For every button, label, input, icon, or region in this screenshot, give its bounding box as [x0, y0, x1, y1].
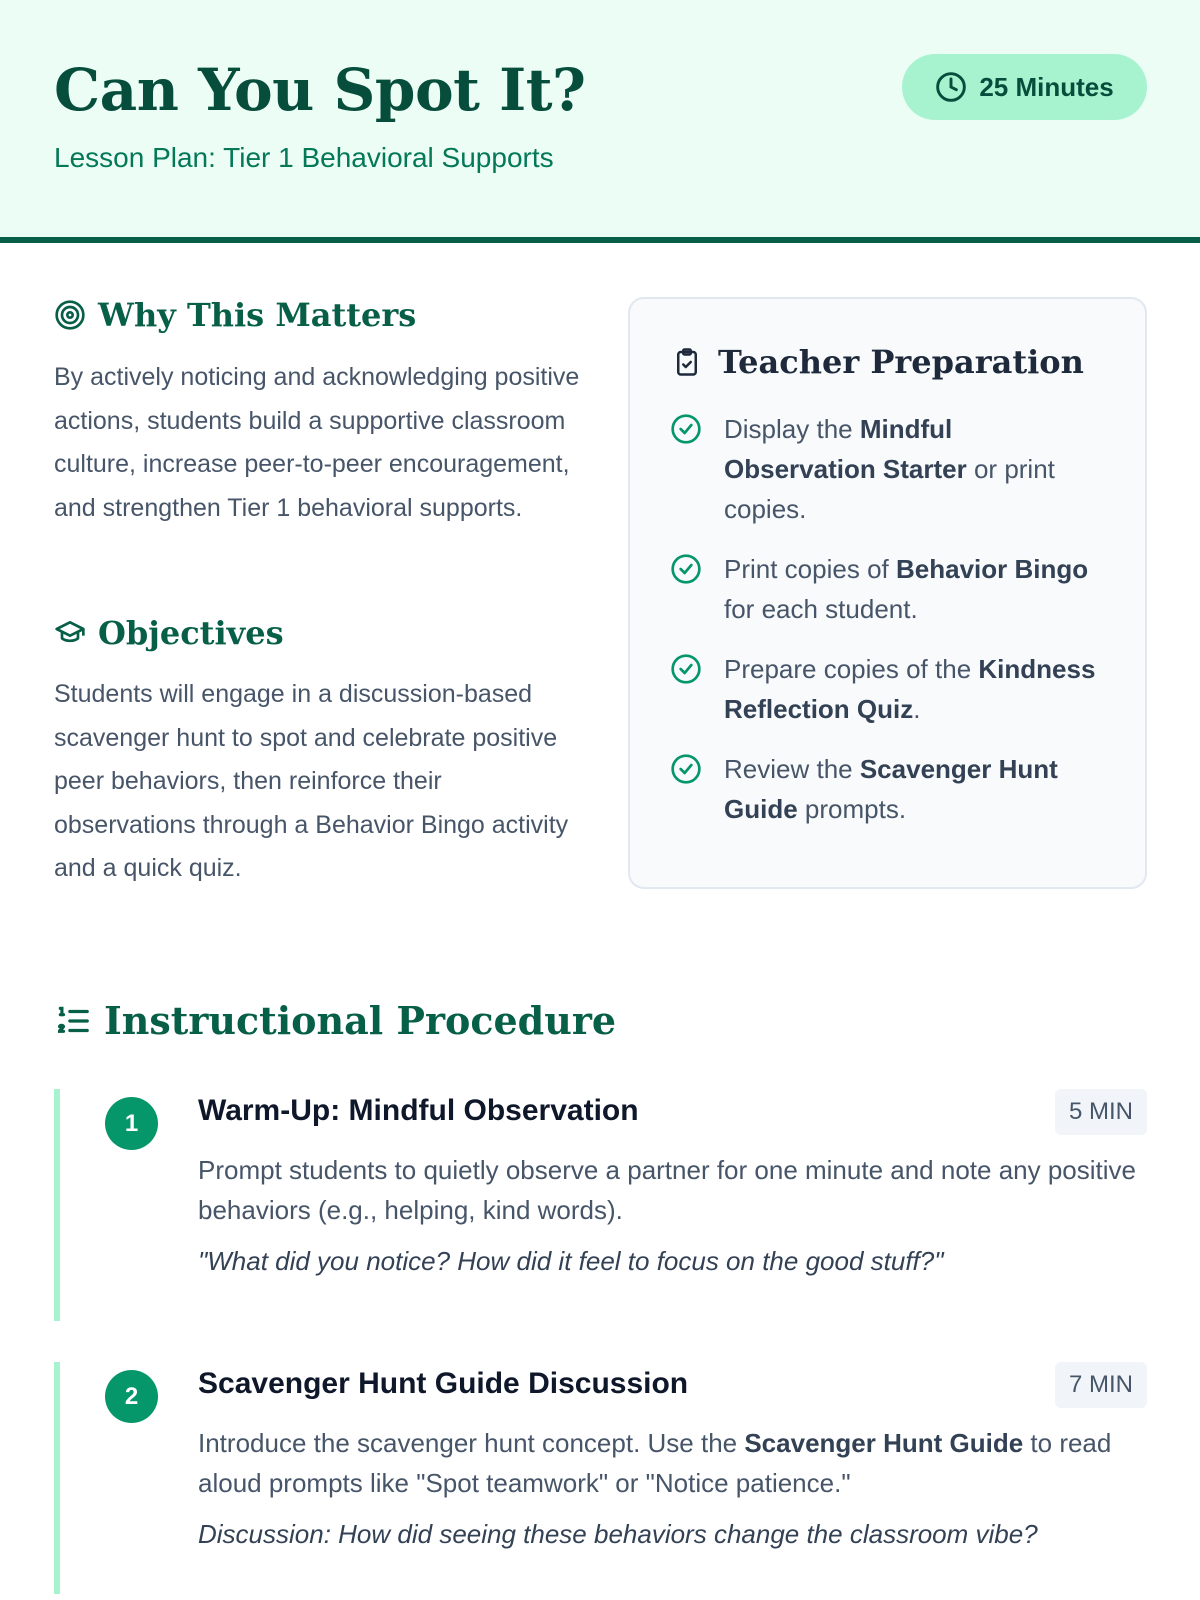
numbered-list-icon — [54, 1002, 92, 1040]
check-circle-icon — [670, 753, 702, 785]
step-number: 1 — [105, 1097, 158, 1150]
clock-icon — [935, 71, 967, 103]
check-circle-icon — [670, 413, 702, 445]
step-title: Warm-Up: Mindful Observation — [198, 1094, 639, 1127]
step-note: Discussion: How did seeing these behaviors change the classroom vibe? — [198, 1519, 1038, 1549]
objectives-body: Students will engage in a discussion-based scavenger hunt to spot and celebrate positive peer behaviors, then reinforce their observations through a Behavior Bingo activity and a quick quiz. — [54, 680, 569, 882]
why-heading-text: Why This Matters — [98, 296, 417, 334]
why-heading — [54, 296, 416, 334]
procedure-heading — [54, 998, 616, 1043]
check-circle-icon — [670, 553, 702, 585]
page-title: Can You Spot It? — [54, 56, 586, 124]
procedure-step — [54, 1362, 1147, 1594]
prep-heading — [672, 343, 1084, 381]
teacher-prep-card — [628, 297, 1147, 889]
prep-item: Prepare copies of the Kindness Reflection Quiz. — [670, 649, 1110, 729]
why-body: By actively noticing and acknowledging positive actions, students build a supportive classroom culture, increase peer-to-peer encouragement, and strengthen Tier 1 behavioral supports. — [54, 363, 580, 522]
step-title: Scavenger Hunt Guide Discussion — [198, 1367, 689, 1400]
step-time-badge: 5 MIN — [1055, 1089, 1147, 1135]
objectives-heading — [54, 614, 284, 652]
page-subtitle: Lesson Plan: Tier 1 Behavioral Supports — [54, 142, 554, 173]
step-number: 2 — [105, 1370, 158, 1423]
graduation-cap-icon — [54, 617, 86, 649]
step-note: "What did you notice? How did it feel to focus on the good stuff?" — [198, 1246, 944, 1276]
prep-item: Display the Mindful Observation Starter or print copies. — [670, 409, 1110, 529]
step-description: Prompt students to quietly observe a partner for one minute and note any positive behaviors (e.g., helping, kind words). — [198, 1155, 1136, 1225]
procedure-step — [54, 1089, 1147, 1321]
clipboard-check-icon — [672, 347, 702, 377]
step-description: Introduce the scavenger hunt concept. Use the Scavenger Hunt Guide to read aloud prompts like "Spot teamwork" or "Notice patience." — [198, 1428, 1112, 1498]
objectives-heading-text: Objectives — [98, 614, 284, 652]
duration-badge — [902, 54, 1147, 120]
prep-item: Review the Scavenger Hunt Guide prompts. — [670, 749, 1110, 829]
target-icon — [54, 299, 86, 331]
step-time-badge: 7 MIN — [1055, 1362, 1147, 1408]
prep-heading-text: Teacher Preparation — [718, 343, 1084, 381]
check-circle-icon — [670, 653, 702, 685]
procedure-heading-text: Instructional Procedure — [104, 998, 617, 1043]
prep-item: Print copies of Behavior Bingo for each student. — [670, 549, 1110, 629]
page-header — [0, 0, 1200, 243]
duration-text: 25 Minutes — [979, 71, 1114, 102]
